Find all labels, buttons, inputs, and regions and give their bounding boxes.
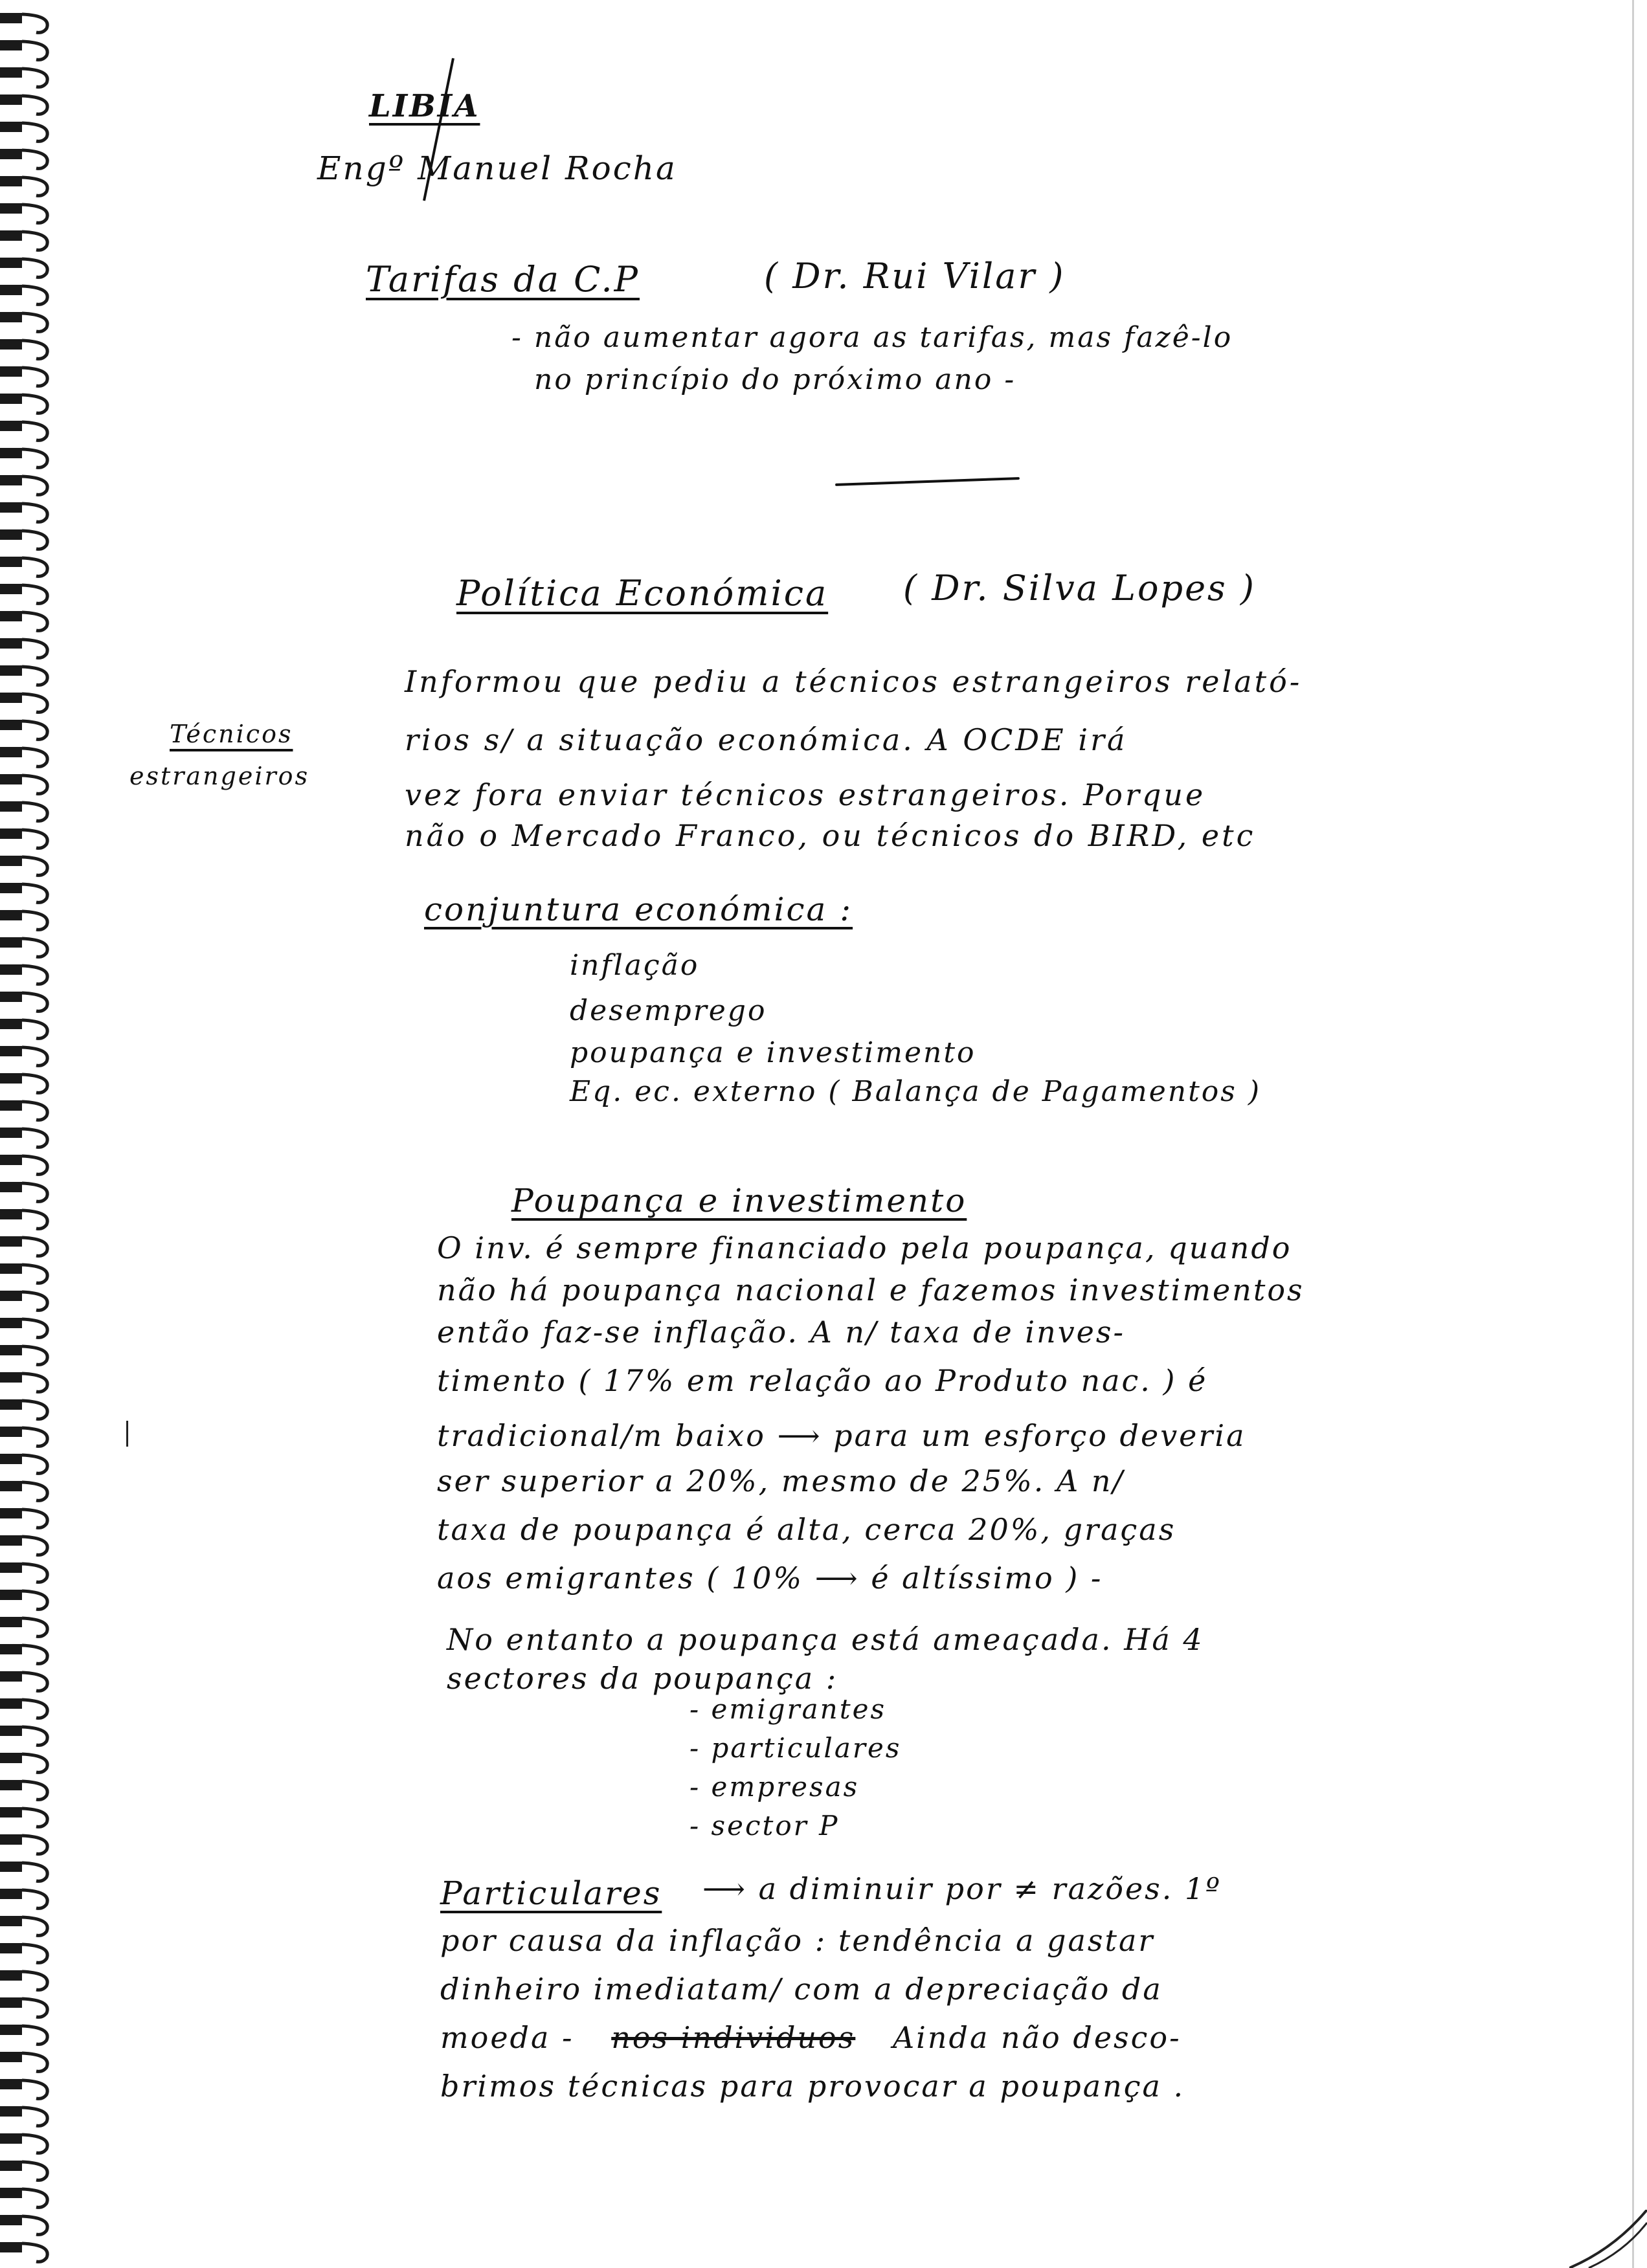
spiral-hook [22, 939, 47, 957]
spiral-ring [0, 2025, 22, 2035]
spiral-hook [22, 1047, 47, 1065]
spiral-hook [22, 1999, 47, 2017]
spiral-hook [22, 1754, 47, 1772]
spiral-ring [0, 1780, 22, 1790]
spiral-hook [22, 1700, 47, 1718]
section-heading-politica: Política Económica [456, 573, 829, 614]
particulares-moeda: moeda - [440, 2020, 574, 2055]
spiral-hook [22, 1373, 47, 1392]
spiral-ring [0, 1236, 22, 1247]
spiral-ring [0, 339, 22, 350]
spiral-hook [22, 286, 47, 304]
spiral-ring [0, 1209, 22, 1219]
spiral-ring [0, 1182, 22, 1192]
spiral-ring [0, 883, 22, 893]
spiral-hook [22, 721, 47, 739]
spiral-hook [22, 1537, 47, 1555]
spiral-hook [22, 2216, 47, 2234]
spiral-hook [22, 150, 47, 168]
section-divider [835, 477, 1020, 486]
poupanca-line-3: então faz-se inflação. A n/ taxa de inves- [437, 1315, 1126, 1350]
spiral-hook [22, 504, 47, 522]
tarifas-line-2: no princípio do próximo ano - [534, 363, 1016, 396]
spiral-hook [22, 1102, 47, 1120]
spiral-ring [0, 992, 22, 1002]
spiral-ring [0, 747, 22, 757]
spiral-ring [0, 1073, 22, 1084]
spiral-ring [0, 1943, 22, 1953]
spiral-ring [0, 964, 22, 975]
spiral-ring [0, 910, 22, 920]
spiral-hook [22, 1673, 47, 1691]
poupanca-line-7: taxa de poupança é alta, cerca 20%, graças [437, 1512, 1176, 1547]
spiral-ring [0, 448, 22, 458]
spiral-hook [22, 1645, 47, 1663]
paper-edge [1632, 0, 1634, 2268]
spiral-hook [22, 748, 47, 766]
spiral-ring [0, 584, 22, 594]
spiral-hook [22, 1564, 47, 1582]
spiral-hook [22, 857, 47, 875]
spiral-ring [0, 856, 22, 866]
spiral-ring [0, 122, 22, 132]
spiral-hook [22, 1890, 47, 1908]
author-name: Engº Manuel Rocha [317, 150, 677, 187]
spiral-hook [22, 1265, 47, 1283]
spiral-hook [22, 313, 47, 331]
spiral-hook [22, 69, 47, 87]
spiral-ring [0, 285, 22, 295]
spiral-hook [22, 911, 47, 929]
spiral-ring [0, 1862, 22, 1872]
conjuntura-item-inflacao: inflação [570, 949, 700, 982]
poupanca-heading: Poupança e investimento [511, 1182, 967, 1219]
spiral-ring [0, 1372, 22, 1383]
spiral-ring [0, 828, 22, 839]
spiral-hook [22, 667, 47, 685]
conjuntura-item-desemprego: desemprego [570, 994, 767, 1027]
spiral-hook [22, 2026, 47, 2044]
spiral-hook [22, 2162, 47, 2180]
politica-line-4: não o Mercado Franco, ou técnicos do BIRD, etc [405, 818, 1256, 853]
speaker-rui-vilar: ( Dr. Rui Vilar ) [764, 256, 1066, 296]
sector-particulares: - particulares [689, 1732, 902, 1764]
spiral-ring [0, 1726, 22, 1736]
spiral-ring [0, 1046, 22, 1056]
spiral-ring [0, 1807, 22, 1818]
spiral-ring [0, 1291, 22, 1301]
spiral-hook [22, 177, 47, 195]
spiral-hook [22, 1428, 47, 1446]
spiral-hook [22, 1618, 47, 1636]
spiral-ring [0, 2242, 22, 2252]
spiral-ring [0, 2079, 22, 2089]
spiral-hook [22, 1781, 47, 1799]
spiral-hook [22, 2189, 47, 2207]
spiral-ring [0, 421, 22, 431]
spiral-ring [0, 1834, 22, 1845]
spiral-hook [22, 558, 47, 576]
spiral-hook [22, 1863, 47, 1881]
spiral-hook [22, 1482, 47, 1500]
spiral-hook [22, 395, 47, 413]
spiral-hook [22, 1808, 47, 1827]
spiral-ring [0, 1671, 22, 1682]
spiral-hook [22, 232, 47, 250]
spiral-hook [22, 1944, 47, 1962]
spiral-hook [22, 1917, 47, 1935]
page-title: LIBIA [369, 88, 480, 124]
spiral-hook [22, 2053, 47, 2071]
poupanca-line-8: aos emigrantes ( 10% ⟶ é altíssimo ) - [437, 1561, 1103, 1595]
poupanca-line-1: O inv. é sempre financiado pela poupança, quando [437, 1230, 1292, 1265]
spiral-ring [0, 557, 22, 567]
politica-line-1: Informou que pediu a técnicos estrangeiros relató- [405, 664, 1303, 699]
spiral-hook [22, 1836, 47, 1854]
particulares-line-5: brimos técnicas para provocar a poupança . [440, 2069, 1185, 2104]
spiral-ring [0, 2161, 22, 2171]
spiral-ring [0, 1100, 22, 1111]
ameacada-line-1: No entanto a poupança está ameaçada. Há 4 [447, 1622, 1204, 1657]
sector-p: - sector P [689, 1810, 840, 1841]
spiral-hook [22, 694, 47, 712]
particulares-line-2: por causa da inflação : tendência a gastar [440, 1923, 1155, 1958]
spiral-hook [22, 1292, 47, 1310]
spiral-hook [22, 830, 47, 848]
spiral-hook [22, 1727, 47, 1745]
spiral-ring [0, 937, 22, 948]
spiral-ring [0, 1698, 22, 1709]
spiral-ring [0, 2215, 22, 2225]
spiral-hook [22, 1210, 47, 1228]
section-heading-tarifas: Tarifas da C.P [366, 259, 640, 300]
spiral-hook [22, 205, 47, 223]
spiral-hook [22, 1129, 47, 1147]
particulares-heading: Particulares [440, 1874, 662, 1912]
spiral-ring [0, 2188, 22, 2198]
spiral-hook [22, 368, 47, 386]
spiral-ring [0, 665, 22, 676]
spiral-hook [22, 639, 47, 658]
speaker-silva-lopes: ( Dr. Silva Lopes ) [903, 568, 1256, 608]
spiral-ring [0, 1753, 22, 1763]
spiral-hook [22, 1591, 47, 1609]
spiral-ring [0, 1562, 22, 1573]
spiral-ring [0, 40, 22, 50]
spiral-ring [0, 801, 22, 812]
particulares-line-4 [440, 2020, 1182, 2055]
spiral-hook [22, 1183, 47, 1201]
spiral-ring [0, 1535, 22, 1546]
spiral-ring [0, 1454, 22, 1464]
ameacada-line-2: sectores da poupança : [447, 1661, 838, 1696]
spiral-hook [22, 1156, 47, 1174]
spiral-hook [22, 966, 47, 984]
spiral-hook [22, 96, 47, 114]
poupanca-line-2: não há poupança nacional e fazemos investimentos [437, 1273, 1305, 1307]
spiral-binding [0, 0, 62, 2268]
spiral-ring [0, 1508, 22, 1518]
spiral-ring [0, 176, 22, 186]
spiral-ring [0, 1481, 22, 1491]
spiral-ring [0, 774, 22, 784]
spiral-hook [22, 612, 47, 630]
spiral-ring [0, 1155, 22, 1165]
poupanca-line-4: timento ( 17% em relação ao Produto nac. ) é [437, 1363, 1208, 1398]
spiral-ring [0, 13, 22, 23]
tarifas-line-1: - não aumentar agora as tarifas, mas fazê-lo [511, 321, 1233, 354]
margin-note-tecnicos: Técnicos [170, 720, 293, 748]
spiral-ring [0, 693, 22, 703]
spiral-hook [22, 1401, 47, 1419]
poupanca-line-5: tradicional/m baixo ⟶ para um esforço deveria [437, 1418, 1246, 1453]
spiral-ring [0, 2106, 22, 2117]
spiral-hook [22, 422, 47, 440]
spiral-ring [0, 203, 22, 214]
spiral-hook [22, 449, 47, 467]
spiral-ring [0, 1617, 22, 1627]
spiral-hook [22, 775, 47, 794]
spiral-ring [0, 230, 22, 241]
spiral-ring [0, 2133, 22, 2144]
conjuntura-heading: conjuntura económica : [424, 891, 853, 928]
spiral-ring [0, 611, 22, 621]
spiral-ring [0, 94, 22, 105]
spiral-ring [0, 1916, 22, 1926]
politica-line-3: vez fora enviar técnicos estrangeiros. Porque [405, 777, 1206, 812]
spiral-ring [0, 1997, 22, 2008]
spiral-hook [22, 2135, 47, 2153]
spiral-ring [0, 2052, 22, 2062]
spiral-hook [22, 531, 47, 549]
spiral-ring [0, 475, 22, 485]
spiral-ring [0, 1590, 22, 1600]
spiral-hook [22, 259, 47, 277]
spiral-ring [0, 720, 22, 730]
spiral-hook [22, 340, 47, 359]
particulares-line-1: ⟶ a diminuir por ≠ razões. 1º [702, 1871, 1222, 1906]
spiral-hook [22, 1020, 47, 1038]
conjuntura-item-poupanca: poupança e investimento [570, 1036, 976, 1069]
spiral-ring [0, 529, 22, 540]
spiral-ring [0, 258, 22, 268]
spiral-ring [0, 1644, 22, 1654]
spiral-ring [0, 1318, 22, 1328]
spiral-hook [22, 1074, 47, 1093]
spiral-ring [0, 1345, 22, 1355]
politica-line-2: rios s/ a situação económica. A OCDE irá [405, 722, 1128, 757]
spiral-ring [0, 638, 22, 649]
spiral-ring [0, 1128, 22, 1138]
spiral-hook [22, 803, 47, 821]
spiral-ring [0, 1889, 22, 1899]
spiral-ring [0, 394, 22, 404]
spiral-ring [0, 1399, 22, 1410]
struck-out-text: nos individuos [611, 2020, 856, 2055]
spiral-hook [22, 1509, 47, 1528]
poupanca-line-6: ser superior a 20%, mesmo de 25%. A n/ [437, 1463, 1125, 1498]
spiral-hook [22, 884, 47, 902]
spiral-ring [0, 312, 22, 322]
spiral-hook [22, 1455, 47, 1473]
spiral-hook [22, 2243, 47, 2262]
spiral-ring [0, 67, 22, 78]
spiral-ring [0, 366, 22, 377]
conjuntura-item-equilibrio: Eq. ec. externo ( Balança de Pagamentos ) [570, 1075, 1262, 1108]
spiral-hook [22, 1319, 47, 1337]
margin-tick-mark [126, 1421, 128, 1447]
spiral-hook [22, 41, 47, 60]
spiral-hook [22, 2107, 47, 2126]
spiral-hook [22, 585, 47, 603]
spiral-ring [0, 149, 22, 159]
margin-note-estrangeiros: estrangeiros [129, 762, 310, 790]
spiral-ring [0, 1263, 22, 1274]
spiral-hook [22, 2080, 47, 2098]
spiral-hook [22, 993, 47, 1011]
particulares-ainda: Ainda não desco- [892, 2020, 1182, 2055]
spiral-hook [22, 14, 47, 32]
spiral-hook [22, 476, 47, 495]
sector-emigrantes: - emigrantes [689, 1693, 886, 1725]
spiral-hook [22, 1346, 47, 1364]
spiral-hook [22, 123, 47, 141]
spiral-ring [0, 1970, 22, 1981]
sector-empresas: - empresas [689, 1771, 860, 1803]
spiral-ring [0, 502, 22, 513]
spiral-ring [0, 1427, 22, 1437]
particulares-line-3: dinheiro imediatam/ com a depreciação da [440, 1972, 1163, 2007]
spiral-hook [22, 1972, 47, 1990]
spiral-hook [22, 1238, 47, 1256]
spiral-ring [0, 1019, 22, 1029]
page-corner-curl [1569, 2210, 1647, 2268]
